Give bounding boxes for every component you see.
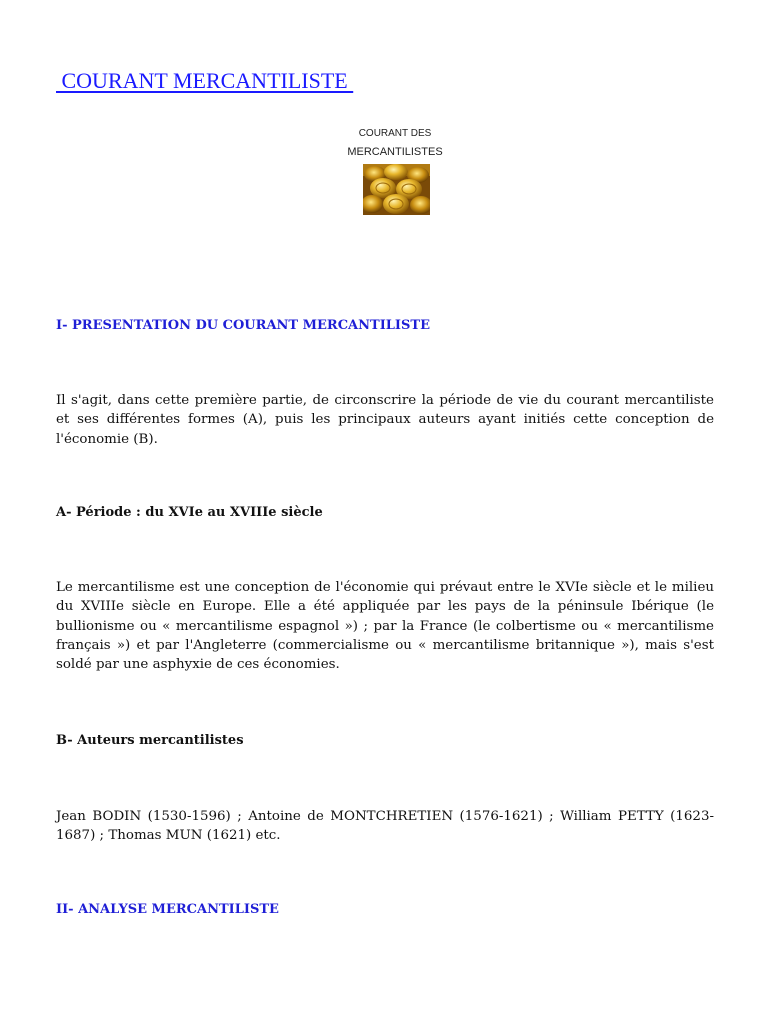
figure-caption-line2: MERCANTILISTES <box>347 146 443 158</box>
figure-caption-line1: COURANT DES <box>358 128 432 139</box>
section-heading-presentation: I- PRESENTATION DU COURANT MERCANTILISTE <box>56 318 430 333</box>
periode-paragraph: Le mercantilisme est une conception de l'économie qui prévaut entre le XVIe siècle et le milieu du XVIIIe siècle en Europe. Elle a été appliquée par les pays de la péninsule Ibérique (le bullionisme ou « mercantilisme espagnol ») ; par la France (le colbertisme ou « mercantilisme français ») et par l'Angleterre (commercialisme ou « mercantilisme britannique »), mais s'est soldé par une asphyxie de ces économies. <box>56 580 714 673</box>
subsection-heading-periode: A- Période : du XVIe au XVIIIe siècle <box>56 505 323 520</box>
auteurs-paragraph: Jean BODIN (1530-1596) ; Antoine de MONTCHRETIEN (1576-1621) ; William PETTY (1623-1687) ; Thomas MUN (1621) etc. <box>56 809 714 844</box>
document-title[interactable]: COURANT MERCANTILISTE <box>56 68 354 93</box>
mercantilists-figure <box>330 126 460 216</box>
intro-paragraph: Il s'agit, dans cette première partie, de circonscrire la période de vie du courant mercantiliste et ses différentes formes (A), puis les principaux auteurs ayant initiés cette conception de l'économie (B). <box>56 393 714 447</box>
section-heading-analyse: II- ANALYSE MERCANTILISTE <box>56 902 279 917</box>
subsection-heading-auteurs: B- Auteurs mercantilistes <box>56 733 244 748</box>
gold-coins-image <box>363 164 430 215</box>
